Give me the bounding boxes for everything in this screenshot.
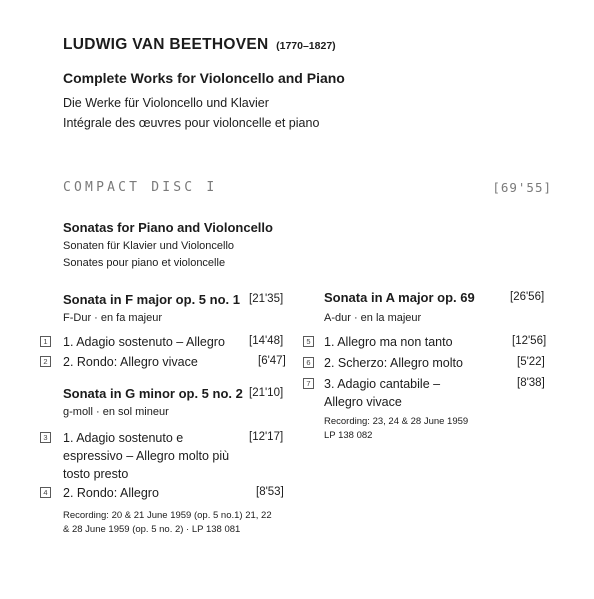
composer-dates: (1770–1827) [276, 40, 336, 52]
sonata-title: Sonata in A major op. 69 [324, 290, 475, 305]
track-title: 2. Rondo: Allegro vivace [63, 355, 198, 369]
track-duration: [8'53] [256, 486, 284, 498]
sonata-title: Sonata in G minor op. 5 no. 2 [63, 386, 243, 401]
album-title-de: Die Werke für Violoncello und Klavier [63, 96, 269, 110]
section-title-fr: Sonates pour piano et violoncelle [63, 257, 226, 269]
track-number-icon: 1 [40, 336, 51, 347]
track-duration: [12'17] [249, 431, 284, 443]
section-title-en: Sonatas for Piano and Violoncello [63, 220, 273, 235]
recording-info: Recording: 23, 24 & 28 June 1959 LP 138 082 [324, 416, 469, 441]
sonata-duration: [21'35] [249, 293, 284, 305]
sonata-key: A-dur · en la majeur [324, 312, 422, 324]
track-number-icon: 5 [303, 336, 314, 347]
album-title-fr: Intégrale des œuvres pour violoncelle et piano [63, 116, 320, 130]
disc-duration: [69'55] [492, 180, 552, 195]
track-duration: [12'56] [512, 335, 547, 347]
sonata-duration: [21'10] [249, 387, 284, 399]
album-title-en: Complete Works for Violoncello and Piano [63, 70, 345, 86]
track-number-icon: 2 [40, 356, 51, 367]
track-number-icon: 4 [40, 487, 51, 498]
sonata-key: F-Dur · en fa majeur [63, 312, 163, 324]
track-title: 1. Adagio sostenuto e espressivo – Allegro molto più tosto presto [63, 431, 230, 481]
track-title: 2. Rondo: Allegro [63, 486, 159, 500]
sonata-key: g-moll · en sol mineur [63, 406, 169, 418]
section-title-de: Sonaten für Klavier und Violoncello [63, 240, 235, 252]
track-duration: [8'38] [517, 377, 545, 389]
track-number-icon: 7 [303, 378, 314, 389]
track-duration: [6'47] [258, 355, 286, 367]
disc-heading: COMPACT DISC I [63, 180, 218, 195]
track-title: 2. Scherzo: Allegro molto [324, 356, 463, 370]
track-number-icon: 3 [40, 432, 51, 443]
track-title: 1. Allegro ma non tanto [324, 335, 453, 349]
recording-info: Recording: 20 & 21 June 1959 (op. 5 no.1) 21, 22 & 28 June 1959 (op. 5 no. 2) · LP 138 081 [63, 510, 272, 535]
track-duration: [14'48] [249, 335, 284, 347]
track-title: 3. Adagio cantabile – Allegro vivace [324, 377, 441, 409]
track-number-icon: 6 [303, 357, 314, 368]
sonata-title: Sonata in F major op. 5 no. 1 [63, 292, 240, 307]
track-title: 1. Adagio sostenuto – Allegro [63, 335, 225, 349]
composer-name: LUDWIG VAN BEETHOVEN [63, 36, 269, 53]
sonata-duration: [26'56] [510, 291, 545, 303]
composer-heading [63, 36, 336, 54]
track-duration: [5'22] [517, 356, 545, 368]
